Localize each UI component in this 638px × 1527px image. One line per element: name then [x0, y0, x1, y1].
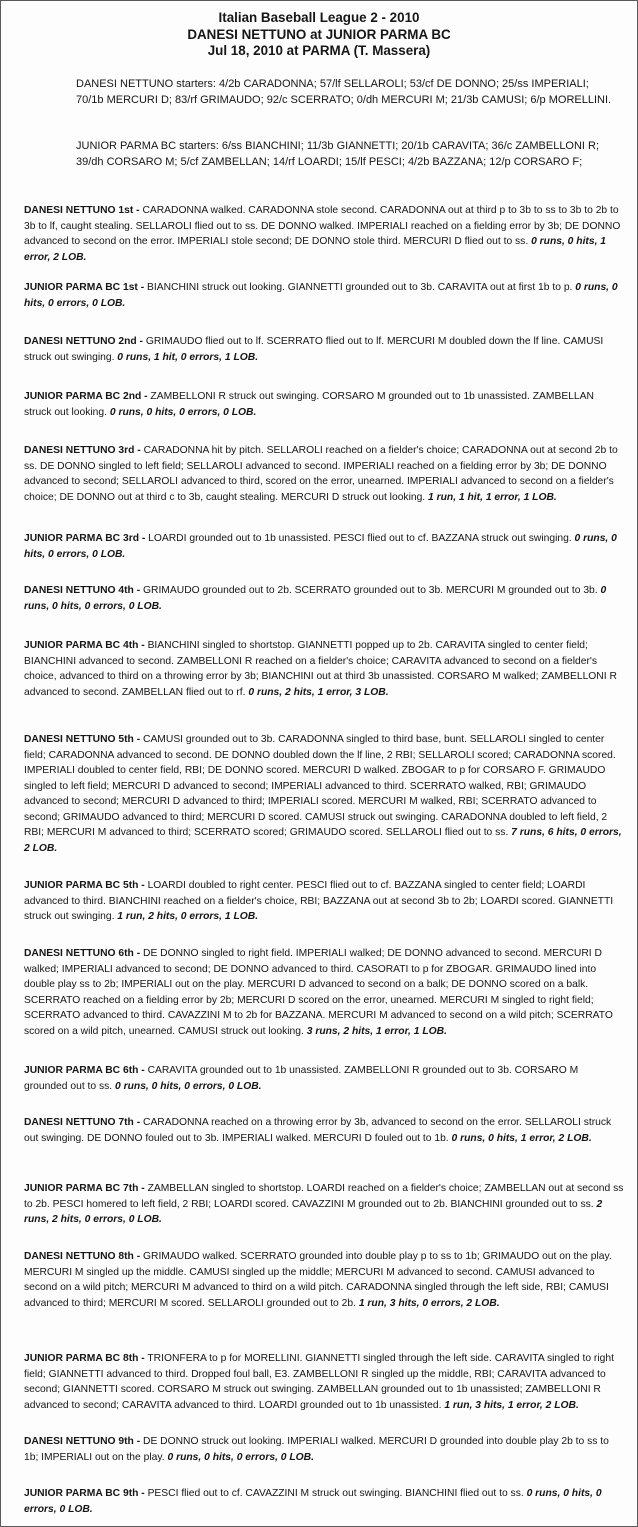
- inning-paragraph: [24, 1351, 624, 1413]
- play-by-play-text: PESCI flied out to cf. CAVAZZINI M struck out swinging. BIANCHINI flied out to ss.: [144, 1488, 524, 1499]
- starters-junior-parma: JUNIOR PARMA BC starters: 6/ss BIANCHINI; 11/3b GIANNETTI; 20/1b CARAVITA; 36/c ZAMBELLONI R; 39/dh CORSARO M; 5/cf ZAMBELLAN; 14/rf LOARDI; 15/lf PESCI; 4/2b BAZZANA; 12/p CORSARO F;: [76, 140, 600, 168]
- inning-summary: 0 runs, 0 hits, 0 errors, 0 LOB.: [24, 1488, 602, 1515]
- inning-heading: DANESI NETTUNO 1st -: [24, 205, 140, 216]
- inning-paragraph: [24, 280, 624, 311]
- inning-summary: 0 runs, 0 hits, 0 errors, 0 LOB.: [112, 1080, 262, 1092]
- play-by-play-text: LOARDI doubled to right center. PESCI flied out to cf. BAZZANA singled to center field; LOARDI advanced to third. BIANCHINI reached on a fielder's choice, RBI; BAZZANA out at second 3b to 2b; LOARDI scored. GIANNETTI struck out swinging.: [24, 880, 614, 922]
- inning-paragraph: [24, 1181, 624, 1228]
- date-venue: Jul 18, 2010 at PARMA (T. Massera): [207, 43, 431, 58]
- inning-heading: DANESI NETTUNO 9th -: [24, 1436, 141, 1447]
- inning-paragraph: [24, 443, 624, 505]
- inning-paragraph: [24, 732, 624, 856]
- play-by-play-text: DE DONNO singled to right field. IMPERIALI walked; DE DONNO advanced to second. MERCURI D walked; IMPERIALI advanced to second; DE DONNO advanced to third. CASORATI to p for ZBOGAR. GRIMAUDO lined into double play ss to 2b; IMPERIALI out on the play. MERCURI D advanced to second on a balk; DE DONNO scored on a balk. SCERRATO reached on a fielding error by 2b; MERCURI D scored on the error, unearned. MERCURI M singled to right field; SCERRATO advanced to third. CAVAZZINI M to 2b for BAZZANA. MERCURI M advanced to second on a wild pitch; SCERRATO scored on a wild pitch, unearned. CAMUSI struck out looking.: [24, 948, 613, 1037]
- inning-summary: 0 runs, 0 hits, 1 error, 2 LOB.: [24, 236, 607, 263]
- inning-paragraph: [24, 1486, 624, 1517]
- inning-summary: 0 runs, 0 hits, 0 errors, 0 LOB.: [107, 406, 257, 418]
- inning-heading: DANESI NETTUNO 5th -: [24, 734, 141, 745]
- report-header: [1, 10, 637, 60]
- play-by-play-text: DE DONNO struck out looking. IMPERIALI walked. MERCURI D grounded into double play 2b to ss to 1b; IMPERIALI out on the play.: [24, 1436, 609, 1463]
- inning-paragraph: [24, 389, 624, 420]
- inning-summary: 0 runs, 0 hits, 1 error, 2 LOB.: [448, 1132, 592, 1144]
- inning-heading: JUNIOR PARMA BC 9th -: [24, 1488, 145, 1499]
- play-by-play-text: CARADONNA reached on a throwing error by 3b, advanced to second on the error. SELLAROLI struck out swinging. DE DONNO fouled out to 3b. IMPERIALI walked. MERCURI D fouled out to 1b.: [24, 1117, 612, 1144]
- inning-paragraph: [24, 334, 624, 365]
- inning-summary: 0 runs, 0 hits, 0 errors, 0 LOB.: [24, 585, 607, 612]
- play-by-play-text: CARADONNA hit by pitch. SELLAROLI reached on a fielder's choice; CARADONNA out at second 2b to ss. DE DONNO singled to left field; SELLAROLI advanced to second. IMPERIALI reached on a fielding error by 3b; DE DONNO advanced to second; SELLAROLI advanced to third, scored on the error, unearned. IMPERIALI advanced to second on a fielder's choice; DE DONNO out at third c to 3b, caught stealing. MERCURI D struck out looking.: [24, 445, 618, 503]
- inning-summary: 3 runs, 2 hits, 1 error, 1 LOB.: [303, 1025, 447, 1037]
- inning-summary: 0 runs, 0 hits, 0 errors, 0 LOB.: [24, 533, 617, 560]
- inning-heading: DANESI NETTUNO 4th -: [24, 585, 141, 596]
- inning-heading: DANESI NETTUNO 2nd -: [24, 336, 143, 347]
- inning-summary: 7 runs, 6 hits, 0 errors, 2 LOB.: [24, 827, 622, 854]
- inning-paragraph: [24, 1249, 624, 1311]
- matchup-title: DANESI NETTUNO at JUNIOR PARMA BC: [187, 26, 451, 42]
- inning-summary: 0 runs, 0 hits, 0 errors, 0 LOB.: [24, 282, 618, 309]
- inning-heading: JUNIOR PARMA BC 5th -: [24, 880, 145, 891]
- inning-paragraph: [24, 531, 624, 562]
- play-by-play-text: ZAMBELLONI R struck out swinging. CORSARO M grounded out to 1b unassisted. ZAMBELLAN struck out looking.: [24, 391, 594, 418]
- inning-heading: DANESI NETTUNO 6th -: [24, 948, 141, 959]
- inning-summary: 0 runs, 2 hits, 1 error, 3 LOB.: [245, 686, 389, 698]
- inning-heading: DANESI NETTUNO 3rd -: [24, 445, 141, 456]
- inning-paragraph: [24, 203, 624, 265]
- play-by-play-text: CARADONNA walked. CARADONNA stole second. CARADONNA out at third p to 3b to ss to 3b to 2b to 3b to lf, caught stealing. SELLAROLI flied out to ss. DE DONNO walked. IMPERIALI reached on a fielding error by 3b; DE DONNO advanced to second on the error. IMPERIALI stole second; DE DONNO stole third. MERCURI D flied out to ss.: [24, 205, 621, 247]
- play-by-play-text: CARAVITA grounded out to 1b unassisted. ZAMBELLONI R grounded out to 3b. CORSARO M grounded out to ss.: [24, 1065, 579, 1092]
- inning-heading: JUNIOR PARMA BC 2nd -: [24, 391, 148, 402]
- play-by-play-text: GRIMAUDO grounded out to 2b. SCERRATO grounded out to 3b. MERCURI M grounded out to 3b.: [140, 585, 598, 596]
- play-by-play-text: ZAMBELLAN singled to shortstop. LOARDI reached on a fielder's choice; ZAMBELLAN out at second ss to 2b. PESCI homered to left field, 2 RBI; LOARDI scored. CAVAZZINI M grounded out to 2b. BIANCHINI grounded out to ss.: [24, 1183, 624, 1210]
- inning-summary: 1 run, 1 hit, 1 error, 1 LOB.: [425, 491, 557, 503]
- inning-paragraph: [24, 583, 624, 614]
- inning-paragraph: [24, 1434, 624, 1465]
- play-by-play-text: BIANCHINI struck out looking. GIANNETTI grounded out to 3b. CARAVITA out at first 1b to p.: [144, 282, 573, 293]
- play-by-play-text: GRIMAUDO flied out to lf. SCERRATO flied out to lf. MERCURI M doubled down the lf line. CAMUSI struck out swinging.: [24, 336, 604, 363]
- starters-danesi-nettuno: DANESI NETTUNO starters: 4/2b CARADONNA; 57/lf SELLAROLI; 53/cf DE DONNO; 25/ss IMPERIALI; 70/1b MERCURI D; 83/rf GRIMAUDO; 92/c SCERRATO; 0/dh MERCURI M; 21/3b CAMUSI; 6/p MORELLINI.: [76, 78, 612, 106]
- inning-paragraph: [24, 1063, 624, 1094]
- inning-summary: 2 runs, 2 hits, 0 errors, 0 LOB.: [24, 1198, 603, 1225]
- inning-heading: JUNIOR PARMA BC 6th -: [24, 1065, 145, 1076]
- inning-heading: DANESI NETTUNO 7th -: [24, 1117, 141, 1128]
- inning-summary: 1 run, 2 hits, 0 errors, 1 LOB.: [114, 911, 259, 922]
- inning-summary: 1 run, 3 hits, 1 error, 2 LOB.: [441, 1399, 579, 1411]
- inning-summary: 0 runs, 0 hits, 0 errors, 0 LOB.: [164, 1451, 314, 1463]
- league-title: Italian Baseball League 2 - 2010: [218, 10, 420, 25]
- play-by-play-text: TRIONFERA to p for MORELLINI. GIANNETTI singled through the left side. CARAVITA singled to right field; GIANNETTI advanced to third. Dropped foul ball, E3. ZAMBELLONI R singled up the middle, RBI; CARAVITA advanced to second; GIANNETTI scored. CORSARO M struck out swinging. ZAMBELLAN grounded out to 1b unassisted; ZAMBELLONI R advanced to second; CARAVITA advanced to third. LOARDI grounded out to 1b unassisted.: [24, 1353, 614, 1411]
- inning-summary: 0 runs, 1 hit, 0 errors, 1 LOB.: [114, 351, 259, 363]
- inning-paragraph: [24, 878, 624, 925]
- inning-heading: JUNIOR PARMA BC 1st -: [24, 282, 145, 293]
- inning-heading: JUNIOR PARMA BC 4th -: [24, 640, 145, 651]
- inning-paragraph: [24, 638, 624, 700]
- play-by-play-text: LOARDI grounded out to 1b unassisted. PESCI flied out to cf. BAZZANA struck out swinging.: [145, 533, 572, 544]
- play-by-play-text: BIANCHINI singled to shortstop. GIANNETTI popped up to 2b. CARAVITA singled to center field; BIANCHINI advanced to second. ZAMBELLONI R reached on a fielder's choice; CARAVITA advanced to second on a fielder's choice, advanced to third on a throwing error by 3b; BIANCHINI out at third 3b unassisted. CORSARO M walked; ZAMBELLONI R advanced to second. ZAMBELLAN flied out to rf.: [24, 640, 617, 698]
- inning-paragraph: [24, 946, 624, 1039]
- inning-heading: JUNIOR PARMA BC 3rd -: [24, 533, 146, 544]
- inning-summary: 1 run, 3 hits, 0 errors, 2 LOB.: [355, 1297, 500, 1309]
- play-by-play-text: CAMUSI grounded out to 3b. CARADONNA singled to third base, bunt. SELLAROLI singled to center field; CARADONNA advanced to second. DE DONNO doubled down the lf line, 2 RBI; SELLAROLI scored; CARADONNA scored. IMPERIALI doubled to center field, RBI; DE DONNO scored. MERCURI D walked. ZBOGAR to p for CORSARO F. GRIMAUDO singled to left field; MERCURI D advanced to second; IMPERIALI advanced to third. SCERRATO walked, RBI; GRIMAUDO advanced to second; MERCURI D advanced to third; IMPERIALI scored. MERCURI M walked, RBI; SCERRATO advanced to second; GRIMAUDO advanced to third; MERCURI D scored. CAMUSI struck out swinging. CARADONNA doubled to left field, 2 RBI; MERCURI M advanced to third; SCERRATO scored; GRIMAUDO scored. SELLAROLI flied out to ss.: [24, 734, 616, 838]
- inning-heading: JUNIOR PARMA BC 8th -: [24, 1353, 145, 1364]
- inning-paragraph: [24, 1115, 624, 1146]
- inning-heading: JUNIOR PARMA BC 7th -: [24, 1183, 145, 1194]
- play-by-play-text: GRIMAUDO walked. SCERRATO grounded into double play p to ss to 1b; GRIMAUDO out on the play. MERCURI M singled up the middle. CAMUSI singled up the middle; MERCURI M advanced to second. CAMUSI advanced to second on a wild pitch; MERCURI M advanced to third on a wild pitch. CARADONNA singled through the left side, RBI; CAMUSI advanced to third; MERCURI M scored. SELLAROLI grounded out to 2b.: [24, 1251, 612, 1309]
- inning-heading: DANESI NETTUNO 8th -: [24, 1251, 141, 1262]
